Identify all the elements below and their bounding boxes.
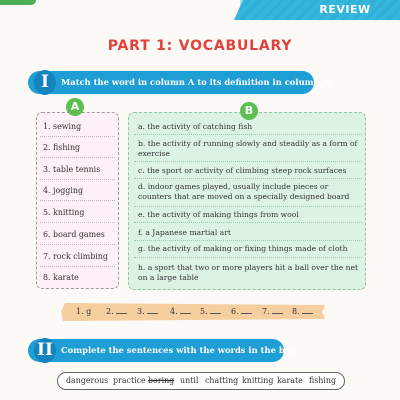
- column-a-divider: [40, 200, 115, 201]
- column-a-divider: [40, 244, 115, 245]
- answer-item-1: [76, 307, 91, 316]
- column-b-item: a. the activity of catching fish: [138, 122, 253, 131]
- answer-item-8[interactable]: [292, 307, 313, 316]
- answer-label: 2.: [106, 307, 114, 316]
- column-b-divider: [134, 222, 362, 223]
- column-b-label: B: [240, 102, 258, 120]
- answer-label: 5.: [200, 307, 208, 316]
- answer-item-6[interactable]: [231, 307, 252, 316]
- column-a-label: A: [66, 98, 84, 116]
- column-b-item: h. a sport that two or more players hit a ball over the net on a large table: [138, 263, 359, 282]
- word-box-item: fishing: [309, 376, 337, 385]
- answer-blank[interactable]: [210, 307, 221, 314]
- answer-item-3[interactable]: [137, 307, 158, 316]
- column-a-divider: [40, 222, 115, 223]
- column-a-divider: [40, 157, 115, 158]
- column-b-item: g. the activity of making or fixing things made of cloth: [138, 244, 348, 253]
- column-b-divider: [134, 161, 362, 162]
- answer-item-4[interactable]: [170, 307, 191, 316]
- column-a-divider: [40, 179, 115, 180]
- word-box-item: practice: [113, 376, 146, 385]
- answer-blank[interactable]: [241, 307, 252, 314]
- column-a-divider: [40, 266, 115, 267]
- column-a-item: 7. rock climbing: [43, 252, 108, 261]
- answer-item-7[interactable]: [262, 307, 283, 316]
- word-box-item: until: [180, 376, 199, 385]
- answer-blank[interactable]: [180, 307, 191, 314]
- word-box-item: karate: [277, 376, 303, 385]
- column-a-divider: [40, 136, 115, 137]
- column-a-item: 3. table tennis: [43, 165, 101, 174]
- answer-blank[interactable]: [272, 307, 283, 314]
- column-b-divider: [134, 240, 362, 241]
- column-a-item: 1. sewing: [43, 122, 82, 131]
- column-b-item: e. the activity of making things from wool: [138, 210, 299, 219]
- word-box-item: knitting: [242, 376, 274, 385]
- top-accent-stripe: [0, 0, 36, 5]
- column-a-item: 4. jogging: [43, 186, 83, 195]
- column-a-item: 5. knitting: [43, 208, 85, 217]
- column-b-item: d. indoor games played, usually include pieces or counters that are moved on a specially designed board: [138, 182, 350, 201]
- column-b-divider: [134, 206, 362, 207]
- answer-item-2[interactable]: [106, 307, 127, 316]
- column-b-divider: [134, 134, 362, 135]
- page-title: PART 1: VOCABULARY: [107, 38, 293, 54]
- answer-label: 4.: [170, 307, 178, 316]
- word-box-item-crossed: boring: [148, 376, 175, 385]
- column-a-item: 6. board games: [43, 230, 105, 239]
- section-1-numeral: I: [34, 70, 56, 95]
- answer-label: 7.: [262, 307, 270, 316]
- section-1-instruction: Match the word in column A to its definition in column B.: [61, 77, 333, 87]
- column-b-item: c. the sport or activity of climbing steep rock surfaces: [138, 166, 347, 175]
- column-b-divider: [134, 178, 362, 179]
- word-box-item: dangerous: [66, 376, 109, 385]
- section-1-header: [28, 71, 333, 94]
- answer-blank[interactable]: [116, 307, 127, 314]
- column-b-divider: [134, 257, 362, 258]
- word-box-item: chatting: [205, 376, 239, 385]
- answer-blank[interactable]: [147, 307, 158, 314]
- answer-strip: [61, 303, 325, 321]
- section-2-header: [28, 339, 299, 362]
- answer-label: 6.: [231, 307, 239, 316]
- section-2-numeral: II: [34, 338, 56, 363]
- column-b-item: b. the activity of running slowly and steadily as a form of exercise: [138, 139, 358, 158]
- review-label: REVIEW: [319, 3, 371, 16]
- answer-label: 8.: [292, 307, 300, 316]
- column-a-item: 2. fishing: [43, 143, 81, 152]
- column-b-item: f. a Japanese martial art: [138, 228, 231, 237]
- answer-item-5[interactable]: [200, 307, 221, 316]
- column-a-item: 8. karate: [43, 273, 79, 282]
- answer-label: 1. g: [76, 307, 92, 316]
- answer-blank[interactable]: [302, 307, 313, 314]
- answer-label: 3.: [137, 307, 145, 316]
- section-2-instruction: Complete the sentences with the words in the box.: [61, 345, 299, 355]
